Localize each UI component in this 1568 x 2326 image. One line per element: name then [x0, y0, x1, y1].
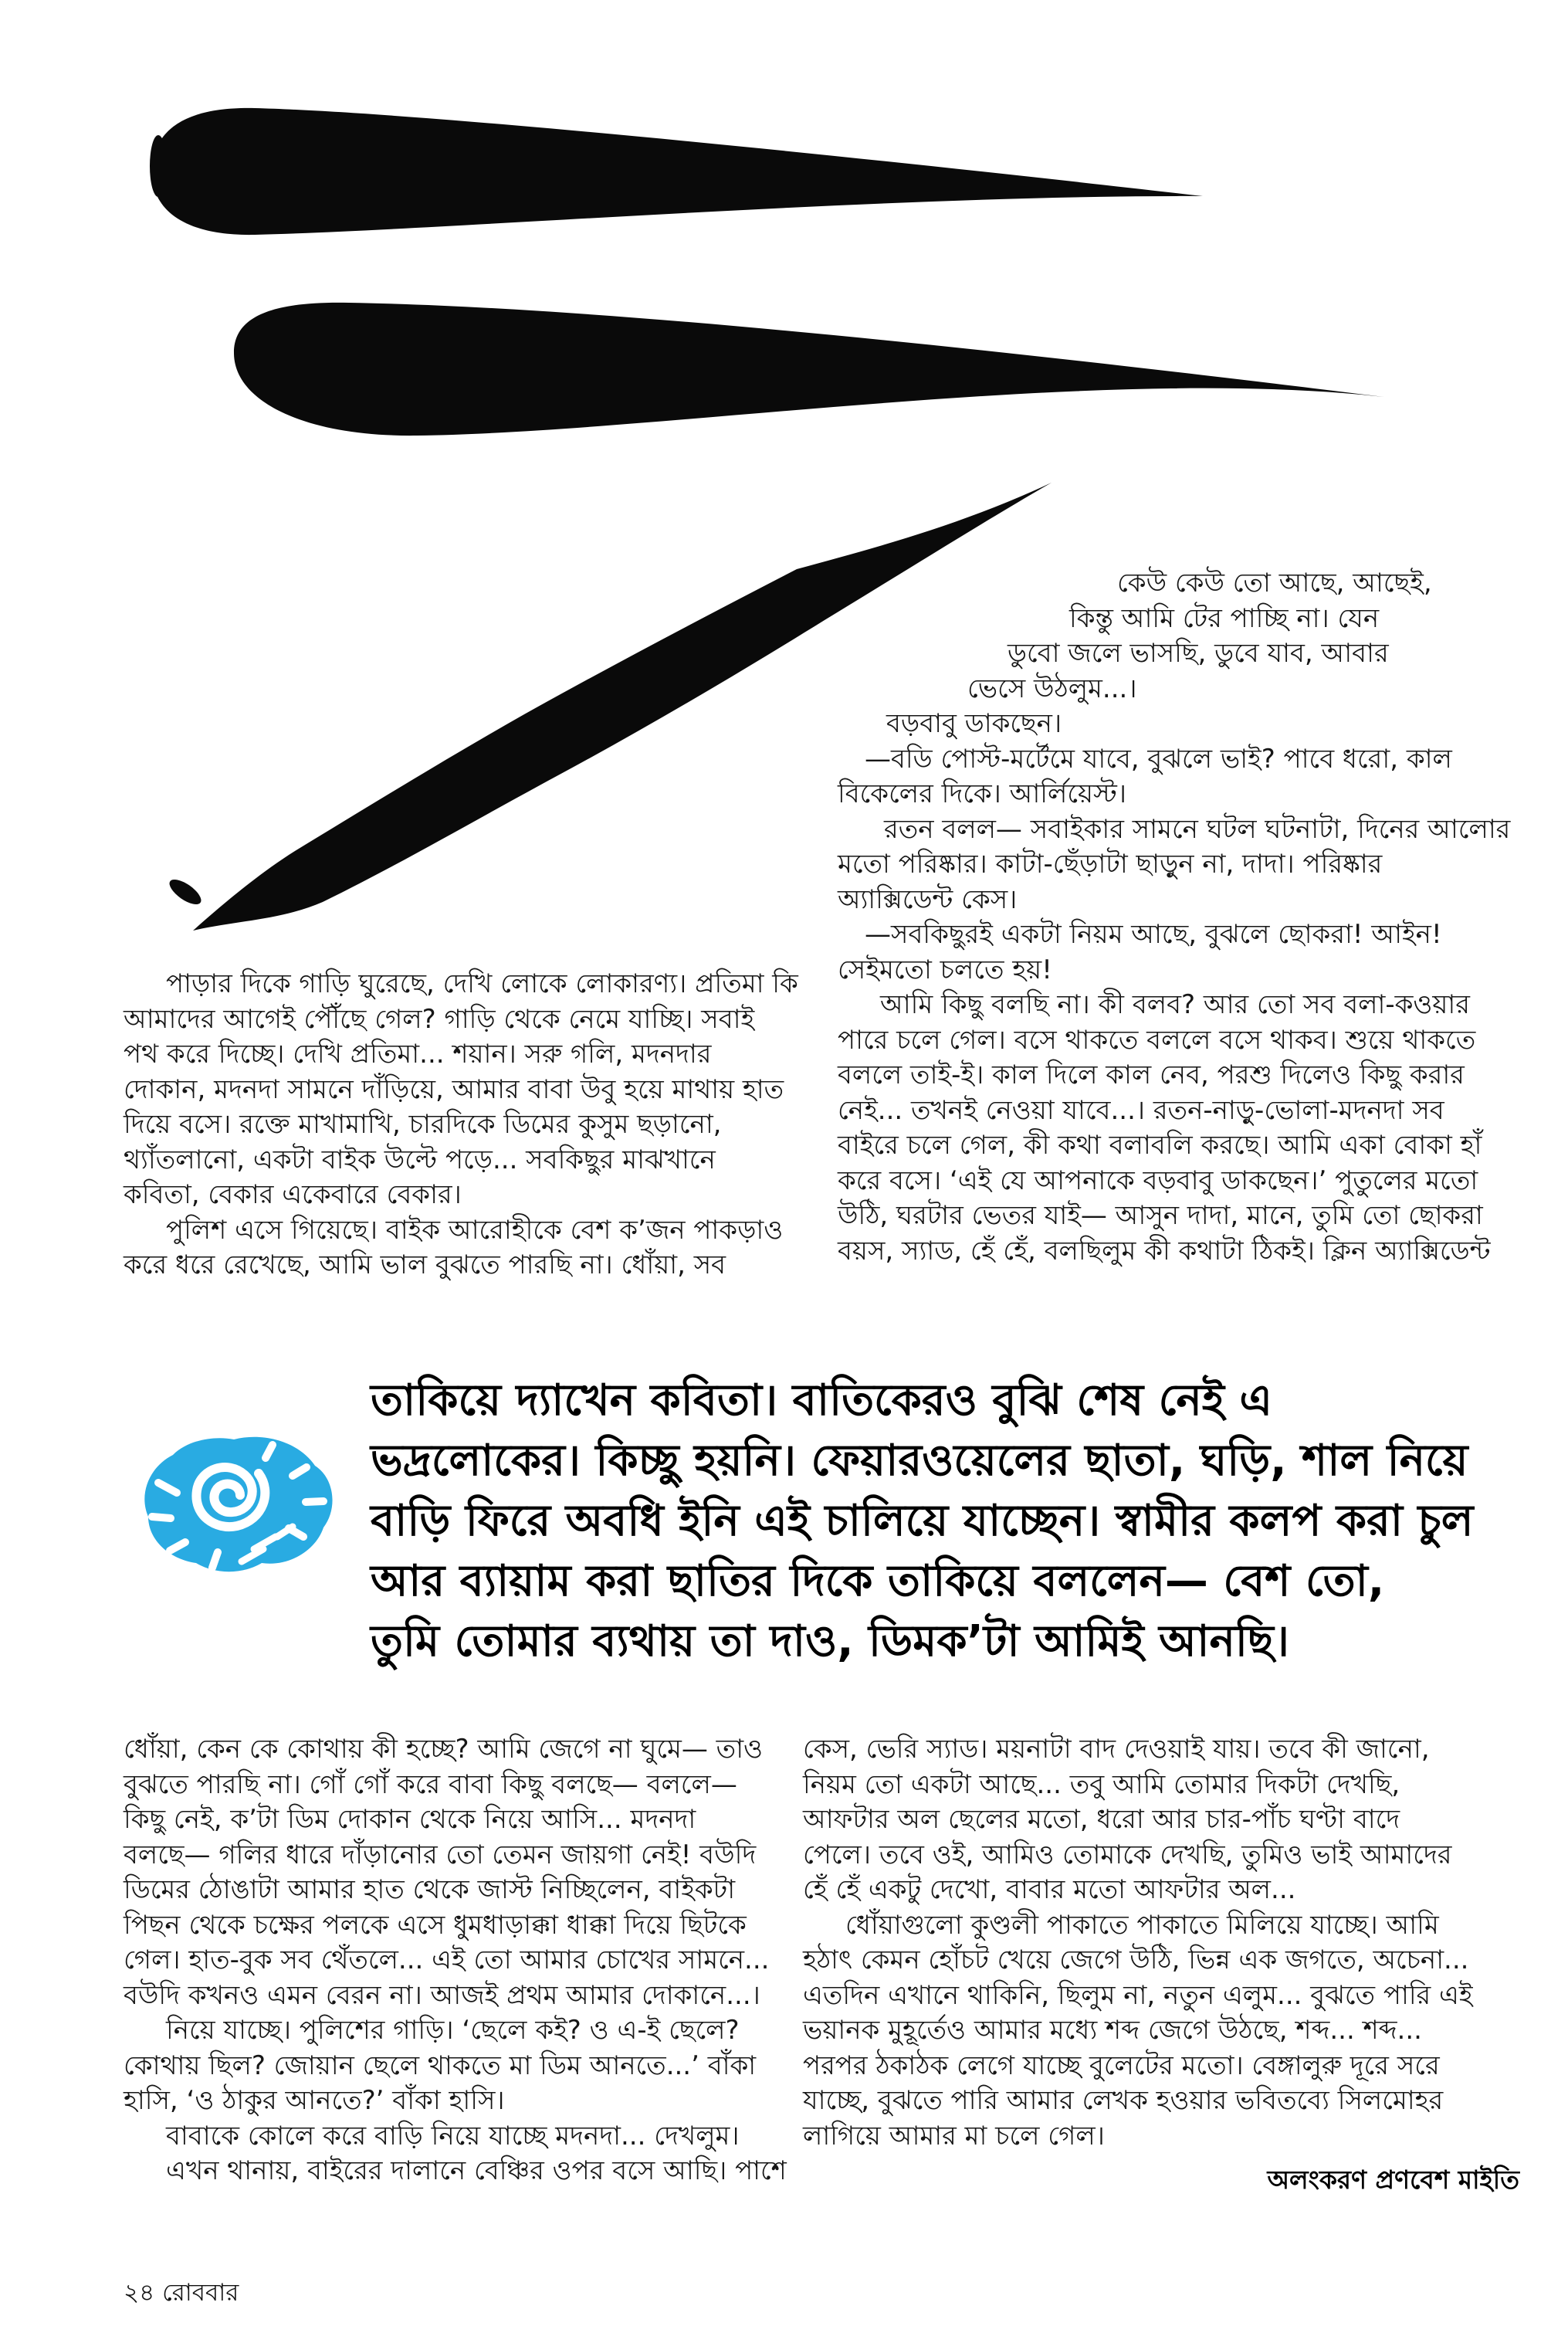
text-line: নেই... তখনই নেওয়া যাবে...। রতন-নাড়ু-ভোলা-মদনদা সব — [838, 1094, 1444, 1126]
text-line: পারে চলে গেল। বসে থাকতে বললে বসে থাকব। শুয়ে থাকতে — [838, 1024, 1476, 1056]
text-line: পুলিশ এসে গিয়েছে। বাইক আরোহীকে বেশ ক’জন পাকড়াও — [166, 1214, 784, 1246]
text-line: উঠি, ঘরটার ভেতর যাই— আসুন দাদা, মানে, তুমি তো ছোকরা — [838, 1200, 1483, 1231]
text-line: কিন্তু আমি টের পাচ্ছি না। যেন — [1069, 602, 1380, 634]
text-line: গেল। হাত-বুক সব থেঁতলে... এই তো আমার চোখের সামনে... — [124, 1945, 770, 1975]
text-line: —বডি পোস্ট-মর্টেমে যাবে, বুঝলে ভাই? পাবে ধরো, কাল — [865, 743, 1452, 775]
body-column-right-bottom — [803, 1732, 1525, 2154]
text-line: বললে তাই-ই। কাল দিলে কাল নেব, পরশু দিলেও কিছু করার — [838, 1060, 1465, 1090]
text-line: ভেসে উঠলুম...। — [967, 673, 1137, 704]
text-line: কোথায় ছিল? জোয়ান ছেলে থাকতে মা ডিম আনতে...’ বাঁকা — [124, 2050, 757, 2081]
text-line: মতো পরিষ্কার। কাটা-ছেঁড়াটা ছাড়ুন না, দাদা। পরিষ্কার — [838, 849, 1383, 880]
text-line: কবিতা, বেকার একেবারে বেকার। — [124, 1179, 462, 1210]
text-line: তাকিয়ে দ্যাখেন কবিতা। বাতিকেরও বুঝি শেষ নেই এ — [371, 1375, 1272, 1426]
text-line: ভয়ানক মুহূর্তেও আমার মধ্যে শব্দ জেগে উঠছে, শব্দ... শব্দ... — [803, 2015, 1422, 2046]
text-line: পথ করে দিচ্ছে। দেখি প্রতিমা... শয়ান। সরু গলি, মদনদার — [124, 1039, 712, 1070]
page-footer: ২৪ রোববার — [124, 2279, 239, 2307]
text-line: —সবকিছুরই একটা নিয়ম আছে, বুঝলে ছোকরা! আইন! — [865, 919, 1442, 950]
brush-speck-diagonal — [166, 875, 205, 909]
text-line: বাইরে চলে গেল, কী কথা বলাবলি করছে। আমি একা বোকা হাঁ — [838, 1130, 1482, 1161]
text-line: আর ব্যায়াম করা ছাতির দিকে তাকিয়ে বললেন— বেশ তো, — [371, 1556, 1385, 1606]
text-line: দিয়ে বসে। রক্তে মাখামাখি, চারদিকে ডিমের কুসুম ছড়ানো, — [124, 1109, 722, 1140]
text-line: হঠাৎ কেমন হোঁচট খেয়ে জেগে উঠি, ভিন্ন এক জগতে, অচেনা... — [803, 1945, 1469, 1975]
text-line: ডুবো জলে ভাসছি, ডুবে যাব, আবার — [1008, 638, 1389, 669]
text-line: বুঝতে পারছি না। গোঁ গোঁ করে বাবা কিছু বলছে— বললে— — [124, 1768, 737, 1800]
pull-quote — [371, 1371, 1509, 1672]
text-line: যাচ্ছে, বুঝতে পারি আমার লেখক হওয়ার ভবিতব্যে সিলমোহর — [803, 2085, 1444, 2116]
text-line: আমাদের আগেই পৌঁছে গেল? গাড়ি থেকে নেমে যাচ্ছি। সবাই — [124, 1003, 755, 1035]
text-line: বাবাকে কোলে করে বাড়ি নিয়ে যাচ্ছে মদনদা... দেখলুম। — [166, 2120, 740, 2151]
text-line: বিকেলের দিকে। আর্লিয়েস্ট। — [838, 778, 1127, 809]
text-line: লাগিয়ে আমার মা চলে গেল। — [803, 2120, 1105, 2151]
text-line: হেঁ হেঁ একটু দেখো, বাবার মতো আফটার অল... — [803, 1874, 1296, 1905]
brush-stroke-middle — [234, 303, 1383, 436]
rose-petal-gap — [306, 1501, 323, 1502]
text-line: বয়স, স্যাড, হেঁ হেঁ, বলছিলুম কী কথাটা ঠিকই। ক্লিন অ্যাক্সিডেন্ট — [838, 1235, 1491, 1266]
text-line: এতদিন এখানে থাকিনি, ছিলুম না, নতুন এলুম... বুঝতে পারি এই — [803, 1979, 1473, 2011]
text-line: কেস, ভেরি স্যাড। ময়নাটা বাদ দেওয়াই যায়। তবে কী জানো, — [803, 1734, 1430, 1765]
brush-stroke-top — [152, 108, 1203, 235]
rose-petal-gap — [212, 1552, 218, 1568]
text-line: দোকান, মদনদা সামনে দাঁড়িয়ে, আমার বাবা উবু হয়ে মাথায় হাত — [124, 1073, 784, 1105]
text-line: তুমি তোমার ব্যথায় তা দাও, ডিমক’টা আমিই আনছি। — [371, 1616, 1289, 1667]
text-line: পেলে। তবে ওই, আমিও তোমাকে দেখছি, তুমিও ভাই আমাদের — [803, 1839, 1452, 1870]
text-line: কিছু নেই, ক’টা ডিম দোকান থেকে নিয়ে আসি... মদনদা — [124, 1804, 696, 1835]
text-line: রতন বলল— সবাইকার সামনে ঘটল ঘটনাটা, দিনের আলোর — [884, 813, 1511, 845]
text-line: আমি কিছু বলছি না। কী বলব? আর তো সব বলা-কওয়ার — [880, 989, 1470, 1020]
text-line: পিছন থেকে চক্ষের পলকে এসে ধুমধাড়াক্কা ধাক্কা দিয়ে ছিটকে — [124, 1909, 747, 1941]
text-line: নিয়ে যাচ্ছে। পুলিশের গাড়ি। ‘ছেলে কই? ও এ-ই ছেলে? — [166, 2015, 740, 2046]
text-line: করে বসে। ‘এই যে আপনাকে বড়বাবু ডাকছেন।’ পুতুলের মতো — [838, 1165, 1478, 1196]
text-line: ভদ্রলোকের। কিচ্ছু হয়নি। ফেয়ারওয়েলের ছাতা, ঘড়ি, শাল নিয়ে — [371, 1436, 1468, 1486]
brush-speck-top — [150, 135, 167, 197]
body-column-left-top — [124, 967, 811, 1283]
text-line: করে ধরে রেখেছে, আমি ভাল বুঝতে পারছি না। ধোঁয়া, সব — [124, 1249, 726, 1280]
text-line: বউদি কখনও এমন বেরন না। আজই প্রথম আমার দোকানে...। — [124, 1979, 760, 2011]
text-line: বলছে— গলির ধারে দাঁড়ানোর তো তেমন জায়গা নেই! বউদি — [124, 1839, 757, 1870]
text-line: হাসি, ‘ও ঠাকুর আনতে?’ বাঁকা হাসি। — [124, 2085, 505, 2116]
text-line: কেউ কেউ তো আছে, আছেই, — [1117, 568, 1432, 598]
text-line: বড়বাবু ডাকছেন। — [886, 708, 1062, 739]
text-line: পরপর ঠকাঠক লেগে যাচ্ছে বুলেটের মতো। বেঙ্গালুরু দূরে সরে — [803, 2050, 1440, 2081]
text-line: বাড়ি ফিরে অবধি ইনি এই চালিয়ে যাচ্ছেন। স্বামীর কলপ করা চুল — [371, 1496, 1474, 1546]
text-line: ধোঁয়া, কেন কে কোথায় কী হচ্ছে? আমি জেগে না ঘুমে— তাও — [124, 1734, 764, 1765]
text-line: থ্যাঁতলানো, একটা বাইক উল্টে পড়ে... সবকিছুর মাঝখানে — [124, 1144, 716, 1175]
text-line: সেইমতো চলতে হয়! — [838, 954, 1052, 985]
illustration-credit: অলংকরণ প্রণবেশ মাইতি — [1267, 2165, 1519, 2195]
text-line: ডিমের ঠোঙাটা আমার হাত থেকে জাস্ট নিচ্ছিলেন, বাইকটা — [124, 1874, 736, 1905]
text-line: অ্যাক্সিডেন্ট কেস। — [838, 883, 1018, 915]
blue-rose-doodle — [141, 1435, 339, 1582]
text-line: পাড়ার দিকে গাড়ি ঘুরেছে, দেখি লোকে লোকারণ্য। প্রতিমা কি — [166, 968, 798, 999]
body-column-right-top — [838, 566, 1536, 1269]
text-line: আফটার অল ছেলের মতো, ধরো আর চার-পাঁচ ঘণ্টা বাদে — [803, 1804, 1400, 1835]
text-line: নিয়ম তো একটা আছে... তবু আমি তোমার দিকটা দেখছি, — [803, 1768, 1400, 1800]
body-column-left-bottom — [124, 1732, 811, 2189]
text-line: ধোঁয়াগুলো কুণ্ডলী পাকাতে পাকাতে মিলিয়ে যাচ্ছে। আমি — [845, 1909, 1439, 1941]
text-line: এখন থানায়, বাইরের দালানে বেঞ্চির ওপর বসে আছি। পাশে — [166, 2155, 787, 2186]
rose-petal-gap — [152, 1517, 171, 1518]
